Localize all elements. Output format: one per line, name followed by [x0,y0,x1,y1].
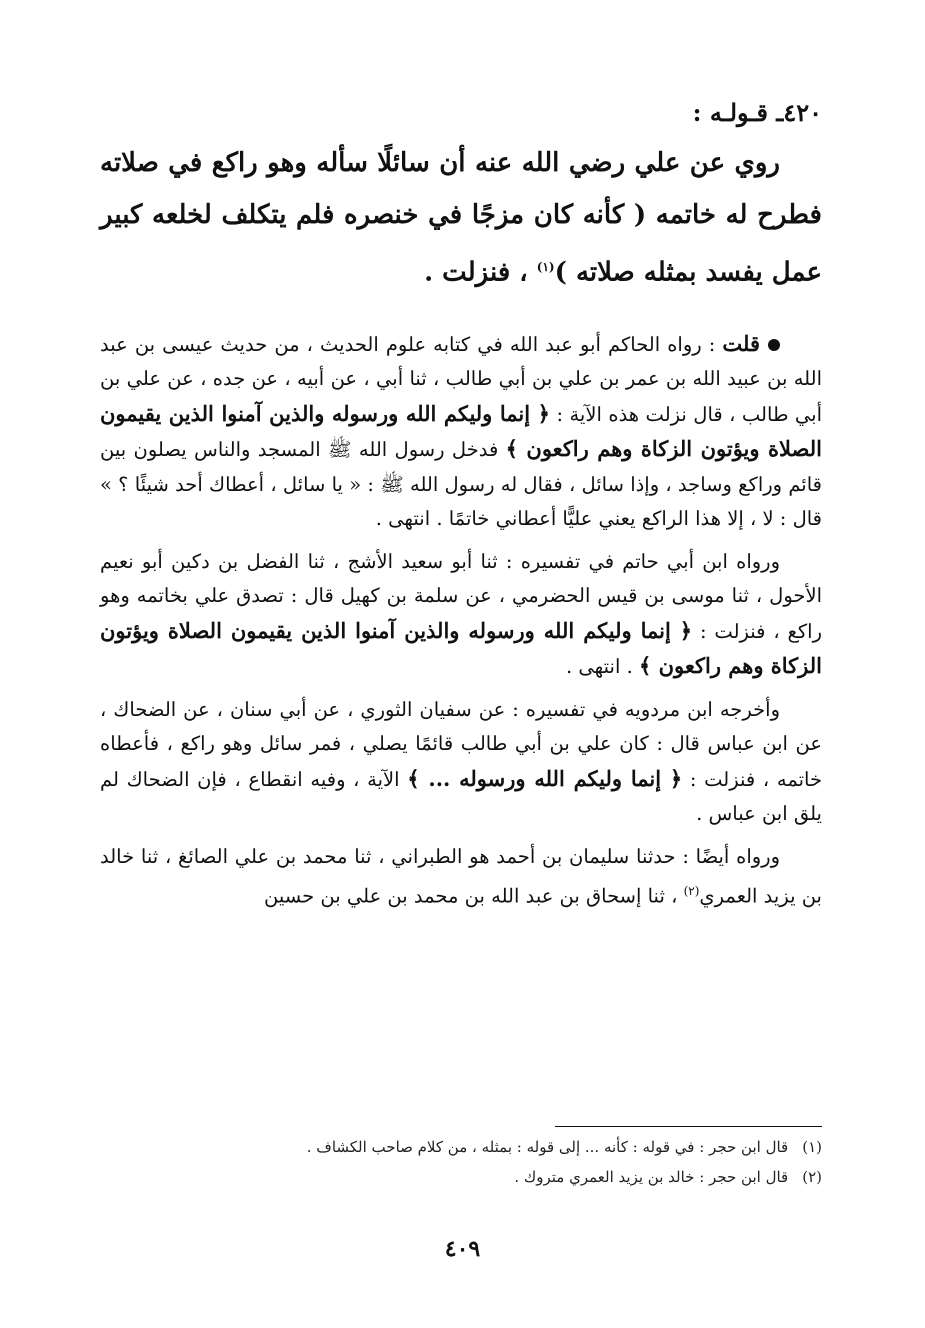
footnote-ref-1[interactable]: (١) [536,260,555,274]
footnotes [100,1132,822,1192]
paragraph-text: ، ثنا إسحاق بن عبد الله بن محمد بن علي بن حسين [264,884,678,908]
footnote-number: (١) [802,1138,822,1156]
bullet-icon [768,339,780,351]
section-label: قـولـه : [692,98,768,127]
page-body [100,95,822,922]
page-number: ٤٠٩ [444,1236,481,1262]
footnote-text: قال ابن حجر : خالد بن يزيد العمري متروك . [514,1168,789,1186]
paragraph-3 [100,693,822,832]
paragraph-4 [100,840,822,915]
footnote-divider [555,1126,822,1127]
footnote-number: (٢) [802,1168,822,1186]
paragraph-text: . انتهى . [566,655,633,679]
quran-verse: ﴿ إنما وليكم الله ورسوله ... ﴾ [407,765,683,791]
paragraph-text: ورواه أيضًا : حدثنا سليمان بن أحمد هو الطبراني ، ثنا محمد بن علي الصائغ ، ثنا خالد بن يزيد العمري [100,844,822,908]
paragraph-lead: قلت [722,330,761,356]
quoted-text [100,137,822,299]
paragraph-1 [100,327,822,537]
paragraph-2 [100,545,822,685]
paragraph-text: فدخل رسول الله ﷺ المسجد والناس يصلون بين قائم وراكع وساجد ، وإذا سائل ، فقال له رسول الله ﷺ : « يا سائل ، أعطاك أحد شيئًا ؟ » قال : لا ، إلا هذا الراكع يعني عليًّا أعطاني خاتمًا . انتهى . [100,438,822,531]
quote-ending: ، فنزلت . [424,257,528,288]
footnote-text: قال ابن حجر : في قوله : كأنه ... إلى قوله : بمثله ، من كلام صاحب الكشاف . [306,1138,789,1156]
quran-verse: ﴿ إنما وليكم الله ورسوله والذين آمنوا الذين يقيمون الصلاة ويؤتون الزكاة وهم راكعون ﴾ [100,617,822,679]
footnote-item [100,1132,822,1162]
quran-verse: ﴿ إنما وليكم الله ورسوله والذين آمنوا الذين يقيمون الصلاة ويؤتون الزكاة وهم راكعون ﴾ [100,400,822,462]
paragraph-text: : رواه الحاكم أبو عبد الله في كتابه علوم الحديث ، من حديث عيسى بن عبد الله بن عبيد الله بن عمر بن علي بن أبي طالب ، ثنا أبي ، عن أبيه ، عن جده ، عن علي بن أبي طالب ، قال نزلت هذه الآية : [100,332,823,426]
footnote-ref-2[interactable]: (٢) [683,884,700,899]
paragraph-text: الآية ، وفيه انقطاع ، فإن الضحاك لم يلق ابن عباس . [100,767,822,826]
quote-text: روي عن علي رضي الله عنه أن سائلًا سأله وهو راكع في صلاته فطرح له خاتمه ( كأنه كان مزجًا في خنصره فلم يتكلف لخلعه كبير عمل يفسد بمثله صلاته ) [100,148,822,288]
section-number: ٤٢٠ـ [776,98,822,127]
paragraph-text: ورواه ابن أبي حاتم في تفسيره : ثنا أبو سعيد الأشج ، ثنا الفضل بن دكين أبو نعيم الأحول ، ثنا موسى بن قيس الحضرمي ، عن سلمة بن كهيل قال : تصدق علي بخاتمه وهو راكع ، فنزلت : [100,549,823,643]
paragraph-text: وأخرجه ابن مردويه في تفسيره : عن سفيان الثوري ، عن أبي سنان ، عن الضحاك ، عن ابن عباس قال : كان علي بن أبي طالب قائمًا يصلي ، فمر سائل وهو راكع ، فأعطاه خاتمه ، فنزلت : [100,697,823,791]
footnote-item [100,1162,822,1192]
section-heading [100,95,822,131]
